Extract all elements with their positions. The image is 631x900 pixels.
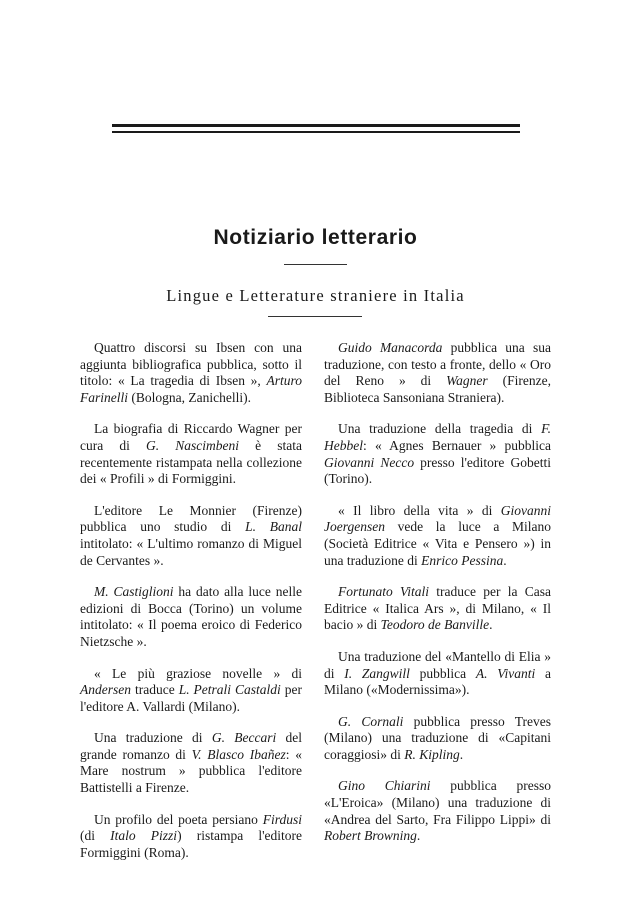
notice-text: Una traduzione del «Mantello di Elia » di [324,648,551,681]
notice-paragraph [80,421,302,487]
notice-paragraph [324,503,551,569]
italic-name-text: Robert Browning [324,828,417,844]
notice-text: per l'editore A. Vallardi (Milano). [80,682,302,714]
notice-text: pubblica una sua traduzione, con testo a fronte, dello « Oro del Reno » di [324,340,551,389]
notice-text: Quattro discorsi su Ibsen con una aggiunta bibliografica pubblica, sotto il titolo: « La tragedia di Ibsen », [80,340,302,389]
italic-name-text: V. Blasco Ibañez [191,746,286,762]
header-double-rule-top [112,124,520,127]
italic-name-text: R. Kipling [404,746,460,762]
notice-text: presso l'editore Gobetti (Torino). [324,454,551,487]
notice-paragraph [80,730,302,796]
left-column [80,340,302,876]
notice-text: (di [80,828,111,844]
notice-text: ha dato alla luce nelle edizioni di Bocca (Torino) un volume intitolato: « Il poema eroico di Federico Nietzsche ». [80,584,302,649]
notice-text: Una traduzione della tragedia di [338,421,542,437]
notice-paragraph [80,812,302,862]
italic-name-text: Arturo Farinelli [80,373,302,405]
notice-text: traduce [131,682,179,698]
notice-paragraph [80,340,302,406]
notice-paragraph [80,503,302,569]
notice-text: . [416,828,421,844]
notice-paragraph [324,584,551,634]
notice-text: ) ristampa l'editore Formiggini (Roma). [80,828,302,860]
italic-name-text: L. Banal [245,519,302,535]
italic-name-text: I. Zangwill [344,665,410,681]
notice-text: . [503,552,507,568]
notice-text: Una traduzione di [94,730,212,746]
notice-paragraph [324,649,551,699]
italic-name-text: Andersen [80,682,131,698]
italic-name-text: Enrico Pessina [421,552,504,568]
notice-text: del grande romanzo di [80,730,302,762]
italic-name-text: Fortunato Vitali [338,584,430,600]
notice-text: . [459,746,464,762]
italic-name-text: Giovanni Necco [324,454,415,470]
notice-paragraph [324,778,551,844]
notice-text: vede la luce a Milano (Società Editrice « Vita e Pensero ») in una traduzione di [324,519,551,568]
section-subtitle: Lingue e Letterature straniere in Italia [166,286,465,305]
title-underline [284,264,347,265]
header-double-rule-bottom [112,131,520,133]
notice-paragraph [324,421,551,487]
page-title: Notiziario letterario [213,226,418,249]
notice-text: . [489,617,493,633]
notice-text: (Firenze, Biblioteca Sansoniana Straniera). [324,373,551,405]
italic-name-text: Guido Manacorda [338,340,443,355]
notice-text: La biografia di Riccardo Wagner per cura di [80,421,302,453]
italic-name-text: A. Vivanti [475,665,536,681]
notice-text: L'editore Le Monnier (Firenze) pubblica uno studio di [80,502,302,535]
notice-text: traduce per la Casa Editrice « Italica Ars », di Milano, « Il bacio » di [324,584,551,633]
notice-text: (Bologna, Zanichelli). [128,389,251,405]
notice-text: pubblica presso «L'Eroica» (Milano) una traduzione di «Andrea del Sarto, Fra Filippo Lippi» di [324,778,551,827]
notice-text: : « Agnes Bernauer » pubblica [362,437,551,453]
italic-name-text: Giovanni Joergensen [324,502,551,535]
notice-paragraph [324,714,551,764]
italic-name-text: F. Hebbel [324,421,551,453]
notice-paragraph [80,584,302,650]
italic-name-text: M. Castiglioni [94,584,174,600]
notice-text: Un profilo del poeta persiano [94,811,263,827]
notice-text: : « Mare nostrum » pubblica l'editore Battistelli a Firenze. [80,746,302,796]
notice-text: « Le più graziose novelle » di [94,665,302,681]
notice-text: è stata recentemente ristampata nella collezione dei « Profili » di Formiggini. [80,437,302,487]
notice-text: pubblica [409,665,476,681]
notice-text: « Il libro della vita » di [338,502,501,518]
notice-text: a Milano («Modernissima»). [324,665,551,698]
notice-text: intitolato: « L'ultimo romanzo di Miguel de Cervantes ». [80,535,302,568]
italic-name-text: Teodoro de Banville [380,617,490,633]
notice-paragraph [80,666,302,716]
italic-name-text: Gino Chiarini [338,778,431,794]
italic-name-text: G. Beccari [211,730,277,746]
subtitle-underline [268,316,362,317]
italic-name-text: Firdusi [262,811,302,827]
italic-name-text: G. Cornali [338,713,404,729]
notice-text: pubblica presso Treves (Milano) una traduzione di «Capitani coraggiosi» di [324,713,551,762]
italic-name-text: L. Petrali Castaldi [178,682,281,698]
italic-name-text: Wagner [446,373,488,389]
notice-paragraph [324,340,551,406]
italic-name-text: Italo Pizzi [110,828,178,844]
italic-name-text: G. Nascimbeni [146,437,239,453]
right-column [324,340,551,860]
